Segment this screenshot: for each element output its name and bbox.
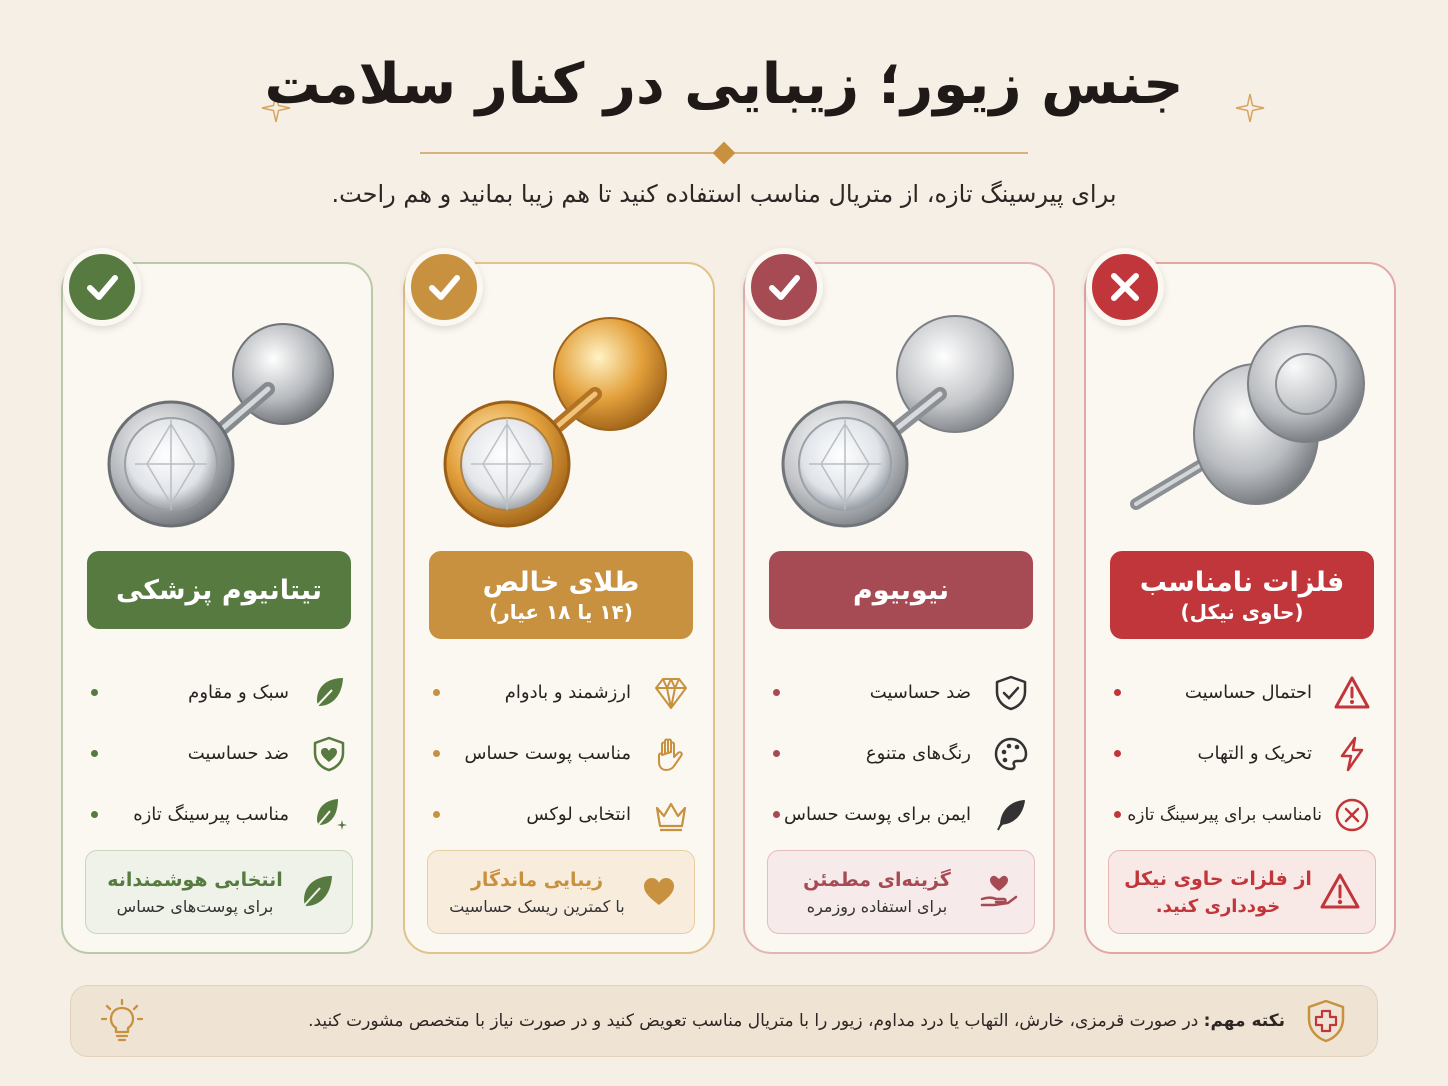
note-box: [85, 850, 353, 934]
material-name-box: [429, 551, 693, 639]
shield-heart-icon: [310, 735, 348, 773]
diamond-ornament-icon: [713, 142, 736, 165]
x-icon: [1105, 267, 1145, 307]
feature-item: [429, 723, 693, 784]
important-note-bar: [70, 985, 1378, 1057]
feature-item: [429, 784, 693, 845]
material-name-box: [1110, 551, 1374, 639]
note-subtitle: برای پوست‌های حساس: [116, 896, 274, 916]
card-medical-titanium: [61, 262, 373, 954]
earring-stud-image: [83, 304, 355, 544]
bullet-dot: [91, 750, 98, 757]
card-niobium: [743, 262, 1055, 954]
feature-item: [1110, 784, 1374, 845]
lightning-icon: [1333, 735, 1371, 773]
bullet-dot: [1114, 750, 1121, 757]
card-pure-gold: [403, 262, 715, 954]
lightbulb-icon: [99, 998, 145, 1044]
feature-item: [1110, 723, 1374, 784]
bullet-dot: [91, 689, 98, 696]
hand-heart-icon: [978, 871, 1020, 913]
bullet-dot: [1114, 811, 1121, 818]
note-box: [767, 850, 1035, 934]
check-icon: [764, 267, 804, 307]
bullet-dot: [433, 689, 440, 696]
feature-text: سبک و مقاوم: [188, 682, 289, 703]
bullet-dot: [773, 750, 780, 757]
feature-list: [429, 662, 693, 845]
feature-text: احتمال حساسیت: [1184, 682, 1312, 703]
material-name: تیتانیوم پزشکی: [115, 574, 323, 606]
important-note-text: [145, 1011, 1285, 1031]
shield-check-icon: [992, 674, 1030, 712]
feature-list: [1110, 662, 1374, 845]
note-title: گزینه‌ای مطمئن: [803, 868, 951, 891]
crown-icon: [652, 796, 690, 834]
bullet-dot: [433, 811, 440, 818]
feature-text: ایمن برای پوست حساس: [783, 804, 971, 825]
note-title: از فلزات حاوی نیکل: [1124, 867, 1312, 890]
feature-text: انتخابی لوکس: [526, 804, 631, 825]
note-subtitle: خودداری کنید.: [1155, 895, 1281, 917]
feature-item: [87, 723, 351, 784]
bullet-dot: [91, 811, 98, 818]
warning-icon: [1333, 674, 1371, 712]
feature-text: تحریک و التهاب: [1197, 743, 1312, 764]
hand-icon: [652, 735, 690, 773]
palette-icon: [992, 735, 1030, 773]
feature-list: [769, 662, 1033, 845]
earring-stud-image: [425, 304, 697, 544]
feature-item: [769, 784, 1033, 845]
bullet-dot: [773, 689, 780, 696]
feature-text: ارزشمند و بادوام: [504, 682, 631, 703]
feature-item: [769, 723, 1033, 784]
important-note-body: در صورت قرمزی، خارش، التهاب یا درد مداوم، زیور را با متریال مناسب تعویض کنید و در صورت نیاز با متخصص مشورت کنید.: [308, 1011, 1199, 1031]
earring-stud-image: [765, 304, 1037, 544]
x-circle-icon: [1333, 796, 1371, 834]
feather-icon: [992, 796, 1030, 834]
check-icon: [82, 267, 122, 307]
leaf-icon: [296, 871, 338, 913]
feature-text: ضد حساسیت: [869, 682, 971, 703]
material-name-box: [87, 551, 351, 629]
important-note-label: نکته مهم:: [1203, 1011, 1285, 1031]
leaf-icon: [310, 674, 348, 712]
feature-item: [429, 662, 693, 723]
material-name-box: [769, 551, 1033, 629]
feature-item: [87, 784, 351, 845]
feature-text: رنگ‌های متنوع: [865, 743, 971, 764]
warning-icon: [1319, 871, 1361, 913]
material-name: نیوبیوم: [853, 574, 949, 606]
heart-icon: [638, 871, 680, 913]
check-icon: [424, 267, 464, 307]
page-title: جنس زیور؛ زیبایی در کنار سلامت: [264, 52, 1184, 117]
feature-text: مناسب پیرسینگ تازه: [133, 804, 289, 825]
note-subtitle: برای استفاده روزمره: [806, 896, 948, 916]
material-name: فلزات نامناسب: [1139, 566, 1345, 598]
material-name: طلای خالص: [482, 566, 640, 598]
bullet-dot: [1114, 689, 1121, 696]
bullet-dot: [433, 750, 440, 757]
feature-text: نامناسب برای پیرسینگ تازه: [1127, 804, 1322, 825]
note-title: انتخابی هوشمندانه: [107, 868, 283, 891]
note-box: [1108, 850, 1376, 934]
material-subname: (حاوی نیکل): [1180, 599, 1304, 624]
feature-text: مناسب پوست حساس: [464, 743, 631, 764]
card-unsuitable-metals: [1084, 262, 1396, 954]
diamond-icon: [652, 674, 690, 712]
note-title: زیبایی ماندگار: [470, 868, 604, 891]
note-box: [427, 850, 695, 934]
feature-list: [87, 662, 351, 845]
feature-item: [1110, 662, 1374, 723]
material-subname: (۱۴ یا ۱۸ عیار): [489, 599, 633, 624]
note-subtitle: با کمترین ریسک حساسیت: [449, 896, 625, 916]
page-subtitle: برای پیرسینگ تازه، از متریال مناسب استفاده کنید تا هم زیبا بمانید و هم راحت.: [331, 180, 1117, 208]
earring-stud-image: [1106, 304, 1378, 544]
bullet-dot: [773, 811, 780, 818]
feature-text: ضد حساسیت: [187, 743, 289, 764]
shield-cross-icon: [1303, 998, 1349, 1044]
leaf-sparkle-icon: [310, 796, 348, 834]
feature-item: [769, 662, 1033, 723]
feature-item: [87, 662, 351, 723]
